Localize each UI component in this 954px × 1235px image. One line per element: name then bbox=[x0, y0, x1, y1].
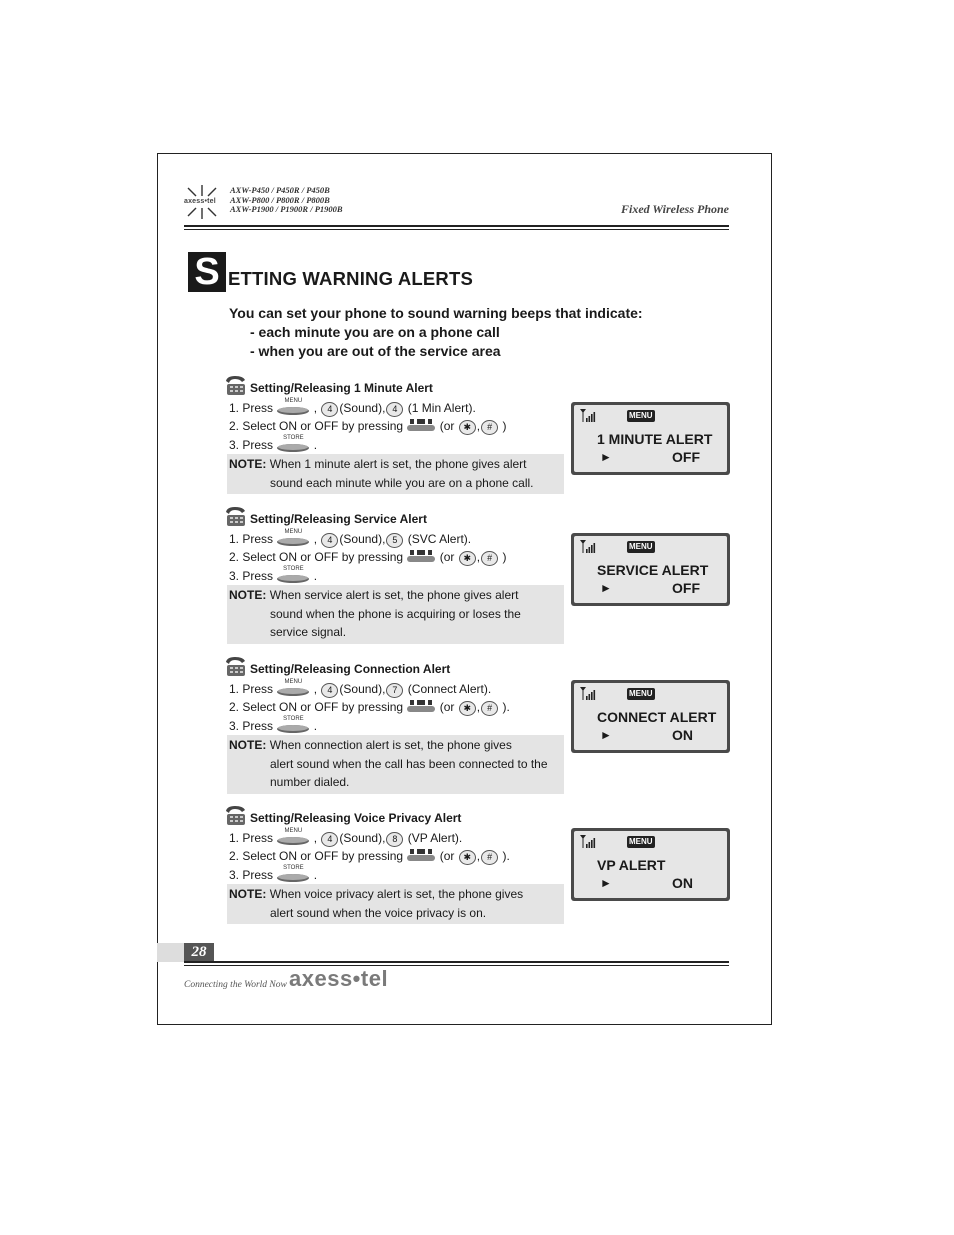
number-key-icon: 4 bbox=[321, 533, 338, 548]
brand-logo: axess•tel bbox=[289, 966, 389, 991]
lcd-screen bbox=[574, 683, 727, 750]
number-key-icon: 4 bbox=[386, 402, 403, 417]
arrow-icon: ► bbox=[600, 876, 612, 890]
lcd-line: CONNECT ALERT bbox=[597, 709, 717, 725]
lcd-display bbox=[571, 402, 730, 475]
logo-wordmark: axess•tel bbox=[184, 198, 216, 205]
number-key-icon: 5 bbox=[386, 533, 403, 548]
step-text: (or bbox=[439, 550, 455, 564]
note-text: When service alert is set, the phone gives alert bbox=[269, 588, 519, 602]
step-text: (Sound), bbox=[339, 831, 386, 845]
store-key-icon bbox=[276, 568, 310, 584]
soft-keys-icon bbox=[406, 700, 436, 713]
step-3: 3. Press STORE . bbox=[229, 566, 318, 583]
step-1: 1. Press MENU , 4 (Sound), 5 (SVC Alert). bbox=[229, 529, 472, 546]
tagline: Connecting the World Now bbox=[184, 980, 287, 990]
lcd-screen bbox=[574, 536, 727, 603]
note-text: service signal. bbox=[270, 625, 347, 640]
lcd-line: VP ALERT bbox=[597, 857, 666, 873]
button-caption: STORE bbox=[283, 566, 304, 572]
step-text: (SVC Alert). bbox=[407, 532, 472, 546]
model-line: AXW-P1900 / P1900R / P1900B bbox=[230, 204, 343, 214]
model-line: AXW-P800 / P800R / P800B bbox=[230, 194, 330, 205]
step-text: , bbox=[476, 550, 481, 564]
step-text: ) bbox=[502, 419, 507, 433]
menu-indicator: MENU bbox=[629, 411, 653, 420]
header-rule bbox=[184, 225, 729, 227]
step-text: Press bbox=[242, 868, 274, 882]
star-key-icon: ✱ bbox=[459, 551, 476, 566]
intro-bullet: - when you are out of the service area bbox=[250, 343, 501, 359]
note-label: NOTE: bbox=[229, 738, 267, 752]
star-key-icon: ✱ bbox=[459, 850, 476, 865]
step-2 bbox=[229, 700, 510, 716]
button-caption: MENU bbox=[284, 828, 303, 834]
step-text: ). bbox=[502, 700, 510, 714]
number-key-icon: 7 bbox=[386, 683, 403, 698]
soft-keys-icon bbox=[406, 419, 436, 432]
step-2 bbox=[229, 849, 510, 865]
header-rule-thin bbox=[184, 229, 729, 230]
step-2 bbox=[229, 550, 506, 566]
button-caption: STORE bbox=[283, 435, 304, 441]
footer-rule bbox=[184, 961, 729, 963]
step-text: , bbox=[476, 419, 481, 433]
step-number: 2. bbox=[229, 700, 240, 714]
note-box bbox=[227, 454, 564, 494]
note-text: sound each minute while you are on a phone call. bbox=[270, 475, 534, 490]
lcd-display bbox=[571, 533, 730, 606]
phone-icon bbox=[223, 654, 249, 678]
number-key-icon: 8 bbox=[386, 832, 403, 847]
page-number-bar bbox=[157, 943, 184, 962]
button-caption: MENU bbox=[284, 679, 303, 685]
step-3: 3. Press STORE . bbox=[229, 716, 318, 733]
step-text: (or bbox=[439, 849, 455, 863]
step-text: (1 Min Alert). bbox=[407, 401, 476, 415]
step-text: , bbox=[476, 849, 481, 863]
step-number: 2. bbox=[229, 550, 240, 564]
note-box bbox=[227, 735, 564, 794]
note-text: When 1 minute alert is set, the phone gives alert bbox=[269, 457, 527, 471]
intro-bullet: - each minute you are on a phone call bbox=[250, 324, 500, 340]
step-number: 3. bbox=[229, 868, 240, 882]
intro bbox=[229, 304, 643, 361]
arrow-icon: ► bbox=[600, 450, 612, 464]
menu-indicator: MENU bbox=[629, 542, 653, 551]
store-key-icon bbox=[276, 718, 310, 734]
step-text: (or bbox=[439, 700, 455, 714]
store-key-icon bbox=[276, 867, 310, 883]
step-number: 3. bbox=[229, 719, 240, 733]
lcd-value: OFF bbox=[672, 449, 700, 465]
step-text: (Connect Alert). bbox=[407, 682, 492, 696]
hash-key-icon: # bbox=[481, 551, 498, 566]
step-text: Press bbox=[242, 438, 274, 452]
star-key-icon: ✱ bbox=[459, 701, 476, 716]
menu-key-icon bbox=[276, 531, 310, 547]
menu-indicator: MENU bbox=[629, 837, 653, 846]
page-number: 28 bbox=[184, 943, 214, 962]
step-number: 2. bbox=[229, 849, 240, 863]
button-caption: MENU bbox=[284, 398, 303, 404]
note-text: When voice privacy alert is set, the phone gives bbox=[269, 887, 524, 901]
button-caption: MENU bbox=[284, 529, 303, 535]
step-2 bbox=[229, 419, 506, 435]
lcd-line: SERVICE ALERT bbox=[597, 562, 709, 578]
note-text: sound when the phone is acquiring or loses the bbox=[270, 606, 521, 621]
note-text: alert sound when the call has been connected to the bbox=[270, 756, 548, 771]
lcd-display bbox=[571, 828, 730, 901]
step-text: Select ON or OFF by pressing bbox=[242, 419, 404, 433]
hash-key-icon: # bbox=[481, 850, 498, 865]
step-text: Select ON or OFF by pressing bbox=[242, 550, 404, 564]
step-1: 1. Press MENU , 4 (Sound), 7 (Connect Alert). bbox=[229, 679, 492, 696]
step-number: 3. bbox=[229, 438, 240, 452]
step-text: Select ON or OFF by pressing bbox=[242, 849, 404, 863]
section-heading: Setting/Releasing Service Alert bbox=[250, 512, 427, 526]
step-text: (or bbox=[439, 419, 455, 433]
menu-key-icon bbox=[276, 681, 310, 697]
note-label: NOTE: bbox=[229, 457, 267, 471]
step-text: Press bbox=[242, 532, 274, 546]
note-text: alert sound when the voice privacy is on. bbox=[270, 905, 487, 920]
step-number: 1. bbox=[229, 401, 240, 415]
step-1: 1. Press MENU , 4 (Sound), 8 (VP Alert). bbox=[229, 828, 463, 845]
number-key-icon: 4 bbox=[321, 832, 338, 847]
step-text: Select ON or OFF by pressing bbox=[242, 700, 404, 714]
step-3: 3. Press STORE . bbox=[229, 865, 318, 882]
signal-icon bbox=[580, 409, 596, 422]
soft-keys-icon bbox=[406, 550, 436, 563]
note-label: NOTE: bbox=[229, 588, 267, 602]
note-text: number dialed. bbox=[270, 775, 350, 790]
soft-keys-icon bbox=[406, 849, 436, 862]
model-line: AXW-P450 / P450R / P450B bbox=[230, 185, 330, 195]
footer-rule-thin bbox=[184, 965, 729, 966]
note-label: NOTE: bbox=[229, 887, 267, 901]
step-text: (Sound), bbox=[339, 532, 386, 546]
step-1: 1. Press MENU , 4 (Sound), 4 (1 Min Alert). bbox=[229, 398, 476, 415]
button-caption: STORE bbox=[283, 865, 304, 871]
note-box bbox=[227, 585, 564, 644]
step-text: Press bbox=[242, 569, 274, 583]
step-text: Press bbox=[242, 682, 274, 696]
phone-icon bbox=[223, 373, 249, 397]
model-list bbox=[230, 186, 343, 215]
lcd-value: ON bbox=[672, 727, 693, 743]
step-3: 3. Press STORE . bbox=[229, 435, 318, 452]
step-text: Press bbox=[242, 719, 274, 733]
lcd-line: 1 MINUTE ALERT bbox=[597, 431, 713, 447]
menu-key-icon bbox=[276, 830, 310, 846]
signal-icon bbox=[580, 835, 596, 848]
step-text: Press bbox=[242, 401, 274, 415]
step-text: (VP Alert). bbox=[407, 831, 463, 845]
note-box bbox=[227, 884, 564, 924]
menu-indicator: MENU bbox=[629, 689, 653, 698]
intro-line: You can set your phone to sound warning beeps that indicate: bbox=[229, 305, 643, 321]
signal-icon bbox=[580, 540, 596, 553]
star-key-icon: ✱ bbox=[459, 420, 476, 435]
page-title: ETTING WARNING ALERTS bbox=[228, 268, 474, 289]
title-initial: S bbox=[188, 252, 226, 292]
step-number: 2. bbox=[229, 419, 240, 433]
product-name: Fixed Wireless Phone bbox=[620, 202, 729, 216]
step-text: Press bbox=[242, 831, 274, 845]
section-heading: Setting/Releasing 1 Minute Alert bbox=[250, 381, 433, 395]
store-key-icon bbox=[276, 437, 310, 453]
lcd-screen bbox=[574, 405, 727, 472]
arrow-icon: ► bbox=[600, 728, 612, 742]
step-text: , bbox=[476, 700, 481, 714]
step-number: 3. bbox=[229, 569, 240, 583]
step-number: 1. bbox=[229, 682, 240, 696]
lcd-value: ON bbox=[672, 875, 693, 891]
number-key-icon: 4 bbox=[321, 402, 338, 417]
step-text: (Sound), bbox=[339, 682, 386, 696]
step-number: 1. bbox=[229, 831, 240, 845]
lcd-display bbox=[571, 680, 730, 753]
button-caption: STORE bbox=[283, 716, 304, 722]
section-heading: Setting/Releasing Connection Alert bbox=[250, 662, 451, 676]
step-number: 1. bbox=[229, 532, 240, 546]
number-key-icon: 4 bbox=[321, 683, 338, 698]
lcd-screen bbox=[574, 831, 727, 898]
section-heading: Setting/Releasing Voice Privacy Alert bbox=[250, 811, 462, 825]
note-text: When connection alert is set, the phone gives bbox=[269, 738, 512, 752]
step-text: ) bbox=[502, 550, 507, 564]
step-text: ). bbox=[502, 849, 510, 863]
menu-key-icon bbox=[276, 400, 310, 416]
lcd-value: OFF bbox=[672, 580, 700, 596]
phone-icon bbox=[223, 803, 249, 827]
hash-key-icon: # bbox=[481, 701, 498, 716]
step-text: (Sound), bbox=[339, 401, 386, 415]
arrow-icon: ► bbox=[600, 581, 612, 595]
signal-icon bbox=[580, 687, 596, 700]
phone-icon bbox=[223, 504, 249, 528]
hash-key-icon: # bbox=[481, 420, 498, 435]
